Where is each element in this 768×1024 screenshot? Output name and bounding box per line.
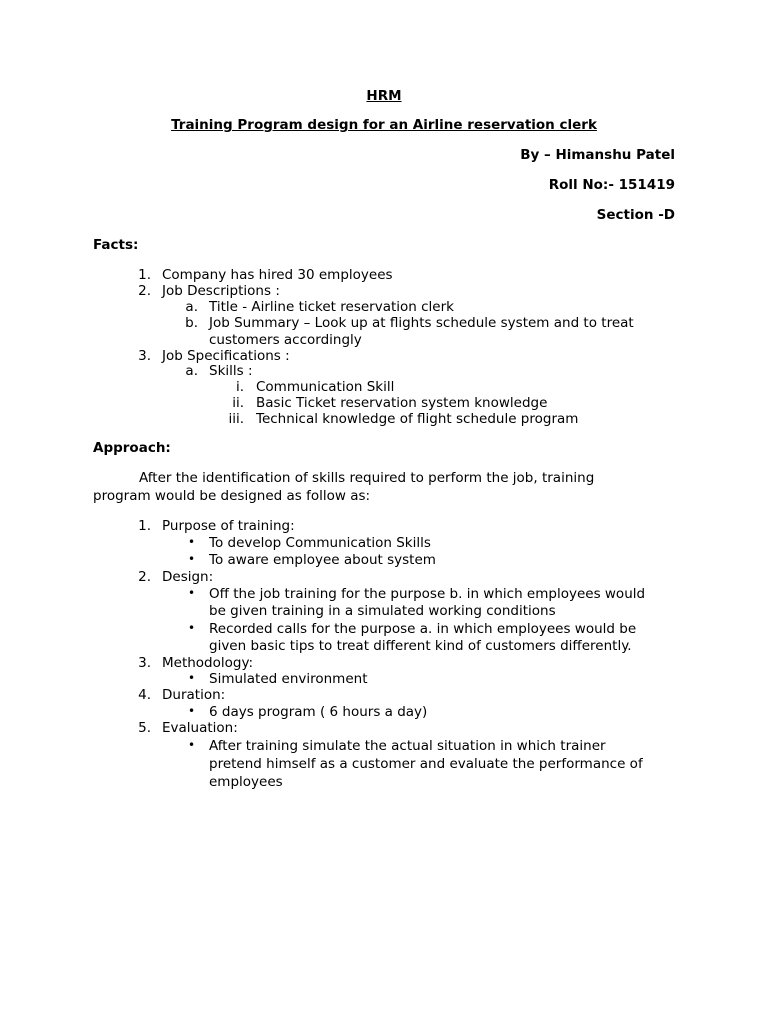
list-number: 1.	[138, 518, 151, 534]
list-item: Methodology:	[162, 655, 254, 671]
bullet-icon: •	[188, 738, 196, 752]
list-item: Job Descriptions :	[162, 283, 280, 299]
list-item: Recorded calls for the purpose a. in which employees would be	[209, 621, 637, 637]
bullet-icon: •	[188, 704, 196, 718]
bullet-icon: •	[188, 586, 196, 600]
document-title: Training Program design for an Airline reservation clerk	[171, 117, 597, 133]
approach-intro-line-1: After the identification of skills required to perform the job, training	[139, 470, 595, 486]
list-item: Simulated environment	[209, 671, 368, 687]
bullet-icon: •	[188, 671, 196, 685]
list-item: Duration:	[162, 687, 226, 703]
list-item: Company has hired 30 employees	[162, 267, 393, 283]
roll-number: Roll No:- 151419	[548, 177, 675, 193]
list-item: Off the job training for the purpose b. in which employees would	[209, 586, 646, 602]
list-item: 6 days program ( 6 hours a day)	[209, 704, 428, 720]
approach-intro-line-2: program would be designed as follow as:	[93, 488, 371, 504]
list-item: To develop Communication Skills	[209, 535, 431, 551]
list-item-continuation: given basic tips to treat different kind of customers differently.	[209, 638, 632, 654]
list-item: Job Summary – Look up at flights schedule system and to treat	[209, 315, 634, 331]
list-item: To aware employee about system	[209, 552, 436, 568]
list-letter: a.	[185, 299, 198, 315]
author-line: By – Himanshu Patel	[520, 147, 675, 163]
list-item: Design:	[162, 569, 214, 585]
document-subject: HRM	[366, 88, 402, 104]
approach-heading: Approach:	[93, 440, 171, 456]
list-letter: a.	[185, 363, 198, 379]
list-item-continuation: be given training in a simulated working conditions	[209, 603, 556, 619]
list-roman: ii.	[232, 395, 244, 411]
list-number: 1.	[138, 267, 151, 283]
list-item: Evaluation:	[162, 720, 238, 736]
list-item: Title - Airline ticket reservation clerk	[209, 299, 454, 315]
list-item: After training simulate the actual situation in which trainer	[209, 738, 606, 754]
list-letter: b.	[185, 315, 198, 331]
list-item-continuation: customers accordingly	[209, 332, 362, 348]
list-item-continuation: pretend himself as a customer and evaluate the performance of	[209, 756, 643, 772]
list-number: 2.	[138, 283, 151, 299]
list-item: Communication Skill	[256, 379, 395, 395]
list-item: Skills :	[209, 363, 253, 379]
list-roman: i.	[235, 379, 244, 395]
section-label: Section -D	[596, 207, 675, 223]
list-item: Job Specifications :	[162, 348, 290, 364]
list-item-continuation: employees	[209, 774, 283, 790]
list-number: 4.	[138, 687, 151, 703]
list-number: 5.	[138, 720, 151, 736]
bullet-icon: •	[188, 621, 196, 635]
list-item: Purpose of training:	[162, 518, 295, 534]
list-item: Basic Ticket reservation system knowledge	[256, 395, 548, 411]
list-number: 3.	[138, 655, 151, 671]
list-item: Technical knowledge of flight schedule program	[256, 411, 579, 427]
bullet-icon: •	[188, 552, 196, 566]
list-number: 3.	[138, 348, 151, 364]
facts-heading: Facts:	[93, 237, 139, 253]
bullet-icon: •	[188, 535, 196, 549]
list-roman: iii.	[228, 411, 244, 427]
list-number: 2.	[138, 569, 151, 585]
